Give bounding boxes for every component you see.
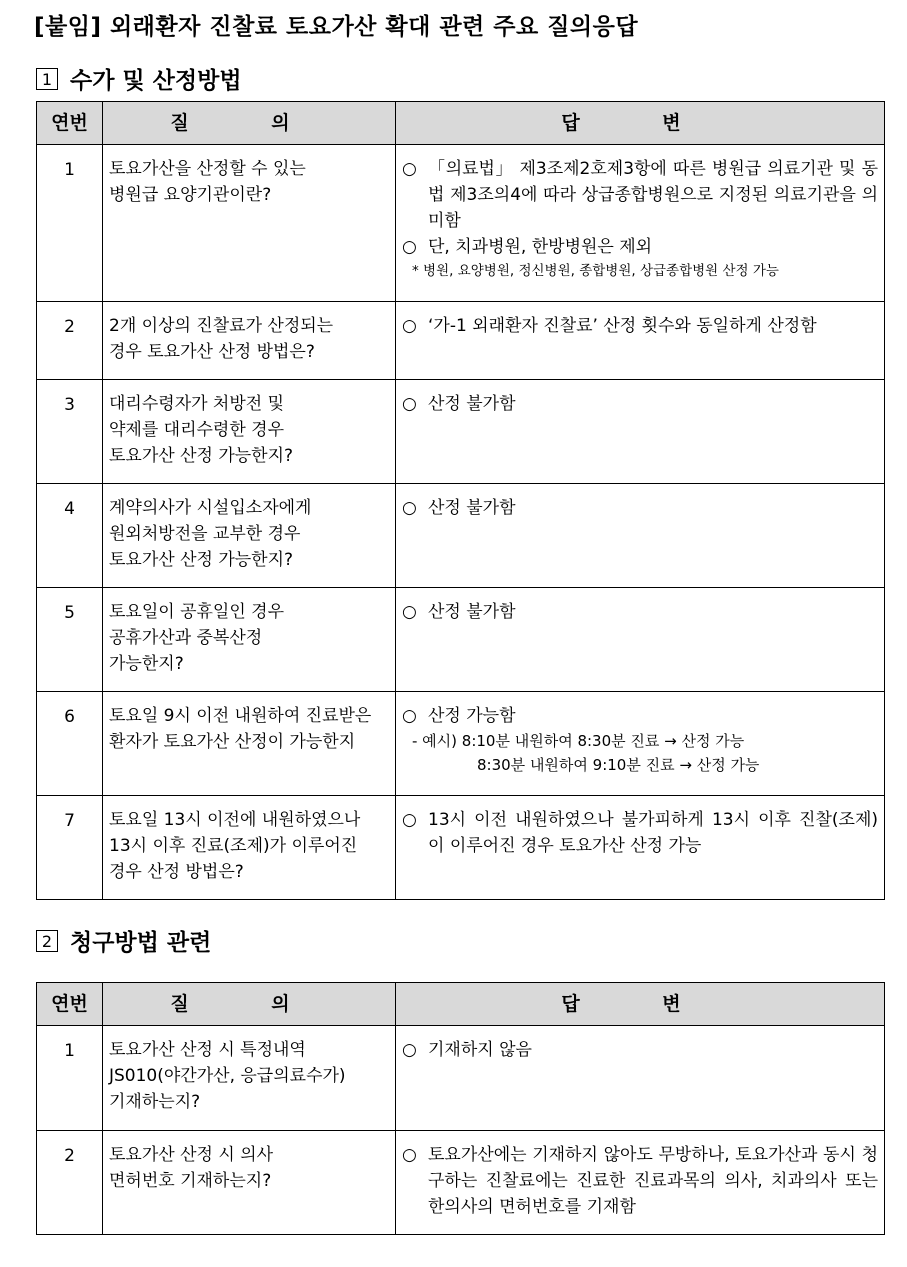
answer-cell: ○ 산정 불가함 <box>396 588 885 692</box>
header-no: 연번 <box>37 102 103 145</box>
answer-cell: ○ 「의료법」 제3조제2호제3항에 따른 병원급 의료기관 및 동법 제3조의4에 따라 상급종합병원으로 지정된 의료기관을 의미함 ○ 단, 치과병원, 한방병원은 제외 * 병원, 요양병원, 정신병원, 종합병원, 상급종합병원 산정 가능 <box>396 145 885 302</box>
document-title: [붙임] 외래환자 진찰료 토요가산 확대 관련 주요 질의응답 <box>34 14 639 40</box>
question-cell: 2개 이상의 진찰료가 산정되는 경우 토요가산 산정 방법은? <box>103 302 396 380</box>
example-line: - 예시) 8:10분 내원하여 8:30분 진료 → 산정 가능 <box>412 732 745 750</box>
header-no: 연번 <box>37 983 103 1026</box>
qa-table-1 <box>36 101 885 900</box>
section-title: 청구방법 관련 <box>70 930 212 956</box>
row-number: 2 <box>37 302 103 380</box>
answer-cell: ○ 13시 이전 내원하였으나 불가피하게 13시 이후 진찰(조제)이 이루어진 경우 토요가산 산정 가능 <box>396 796 885 900</box>
question-cell: 토요일 13시 이전에 내원하였으나 13시 이후 진료(조제)가 이루어진 경우 산정 방법은? <box>103 796 396 900</box>
example-line: 8:30분 내원하여 9:10분 진료 → 산정 가능 <box>477 756 760 774</box>
answer-cell: ○ ‘가-1 외래환자 진찰료’ 산정 횟수와 동일하게 산정함 <box>396 302 885 380</box>
table-row <box>37 692 885 796</box>
table-row <box>37 1026 885 1131</box>
question-cell: 토요가산을 산정할 수 있는 병원급 요양기관이란? <box>103 145 396 302</box>
answer-cell: ○ 산정 불가함 <box>396 484 885 588</box>
header-question: 질 의 <box>103 102 396 145</box>
row-number: 6 <box>37 692 103 796</box>
question-cell: 토요가산 산정 시 의사 면허번호 기재하는지? <box>103 1131 396 1235</box>
header-answer: 답 변 <box>396 983 885 1026</box>
section-1-heading <box>36 62 242 95</box>
question-cell: 대리수령자가 처방전 및 약제를 대리수령한 경우 토요가산 산정 가능한지? <box>103 380 396 484</box>
row-number: 1 <box>37 1026 103 1131</box>
table-header-row <box>37 102 885 145</box>
header-answer: 답 변 <box>396 102 885 145</box>
answer-note: * 병원, 요양병원, 정신병원, 종합병원, 상급종합병원 산정 가능 <box>412 263 779 279</box>
row-number: 5 <box>37 588 103 692</box>
answer-cell: ○ 산정 가능함 - 예시) 8:10분 내원하여 8:30분 진료 → 산정 가능 8:30분 내원하여 9:10분 진료 → 산정 가능 <box>396 692 885 796</box>
row-number: 4 <box>37 484 103 588</box>
section-title: 수가 및 산정방법 <box>70 68 242 94</box>
section-number-box: 1 <box>36 68 58 90</box>
question-cell: 계약의사가 시설입소자에게 원외처방전을 교부한 경우 토요가산 산정 가능한지? <box>103 484 396 588</box>
table-row <box>37 796 885 900</box>
row-number: 3 <box>37 380 103 484</box>
table-row <box>37 380 885 484</box>
table-row <box>37 484 885 588</box>
answer-cell: ○ 기재하지 않음 <box>396 1026 885 1131</box>
table-header-row <box>37 983 885 1026</box>
answer-cell: ○ 토요가산에는 기재하지 않아도 무방하나, 토요가산과 동시 청구하는 진찰료에는 진료한 진료과목의 의사, 치과의사 또는 한의사의 면허번호를 기재함 <box>396 1131 885 1235</box>
table-row <box>37 145 885 302</box>
row-number: 7 <box>37 796 103 900</box>
question-cell: 토요일 9시 이전 내원하여 진료받은 환자가 토요가산 산정이 가능한지 <box>103 692 396 796</box>
answer-cell: ○ 산정 불가함 <box>396 380 885 484</box>
section-2-heading <box>36 924 211 957</box>
section-number-box: 2 <box>36 930 58 952</box>
table-row <box>37 1131 885 1235</box>
table-row <box>37 588 885 692</box>
qa-table-2 <box>36 982 885 1235</box>
row-number: 1 <box>37 145 103 302</box>
header-question: 질 의 <box>103 983 396 1026</box>
question-cell: 토요가산 산정 시 특정내역 JS010(야간가산, 응급의료수가) 기재하는지? <box>103 1026 396 1131</box>
row-number: 2 <box>37 1131 103 1235</box>
question-cell: 토요일이 공휴일인 경우 공휴가산과 중복산정 가능한지? <box>103 588 396 692</box>
table-row <box>37 302 885 380</box>
